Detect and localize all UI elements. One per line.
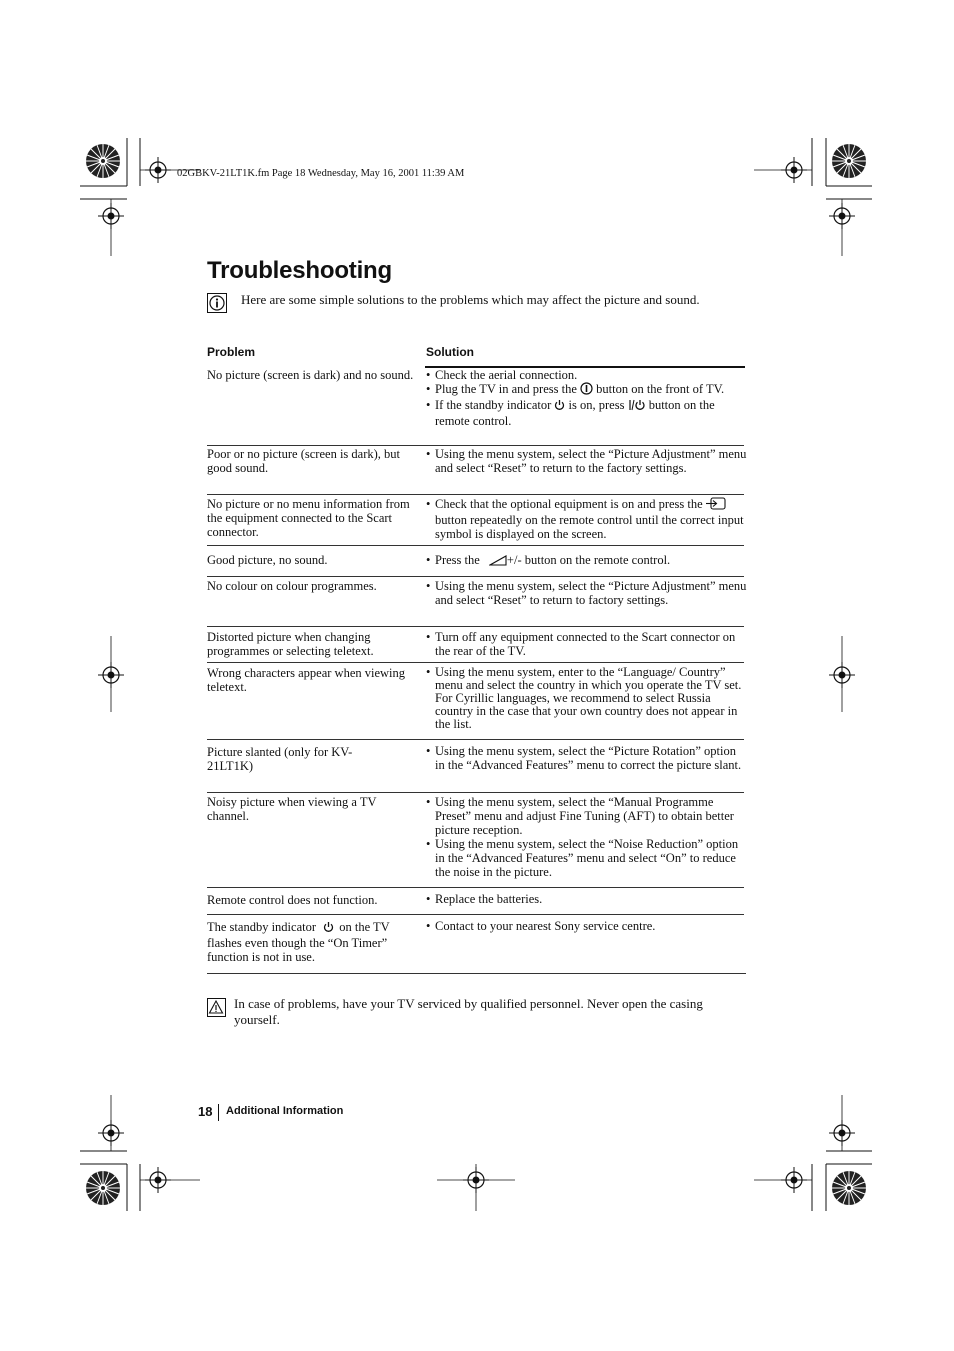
standby-icon (323, 921, 334, 936)
table-row-solution (426, 892, 748, 906)
row-divider (207, 576, 744, 577)
section-name: Additional Information (226, 1105, 344, 1117)
starburst-target-icon (86, 144, 120, 178)
row-divider (207, 445, 744, 446)
row-divider (207, 662, 744, 663)
solution-item: • Contact to your nearest Sony service centre. (426, 919, 748, 933)
power-button-icon (580, 382, 593, 398)
table-row-problem: No colour on colour programmes. (207, 579, 377, 593)
table-row-problem: The standby indicator on the TV flashes even though the “On Timer” function is not in use. (207, 920, 390, 964)
solution-item: • Using the menu system, select the “Picture Adjustment” menu and select “Reset” to return to the factory settings. (426, 447, 748, 475)
page-title: Troubleshooting (207, 257, 392, 284)
input-select-icon (706, 497, 726, 513)
row-divider (207, 545, 744, 546)
solution-item: • Plug the TV in and press the button on the front of TV. (426, 382, 748, 398)
row-divider (207, 914, 744, 915)
table-row-solution (426, 579, 748, 607)
column-header-solution: Solution (426, 345, 474, 359)
column-header-problem: Problem (207, 345, 256, 359)
table-row-problem: Wrong characters appear when viewing teletext. (207, 666, 406, 694)
table-row-solution (426, 744, 748, 772)
solution-item: • Using the menu system, select the “Picture Adjustment” menu and select “Reset” to return to factory settings. (426, 579, 748, 607)
registration-mark-icon (98, 662, 124, 688)
row-divider (207, 626, 744, 627)
standby-icon (554, 399, 565, 414)
volume-icon (489, 555, 507, 569)
solution-item: • Using the menu system, select the “Manual Programme Preset” menu and adjust Fine Tuning (AFT) to obtain better picture reception. (426, 795, 748, 837)
row-divider (207, 792, 744, 793)
registration-mark-icon (98, 203, 124, 229)
table-row-solution (426, 919, 748, 933)
solution-item: • Replace the batteries. (426, 892, 748, 906)
row-divider (207, 739, 744, 740)
registration-mark-icon (98, 1120, 124, 1146)
footer-divider (218, 1104, 219, 1121)
starburst-target-icon (832, 144, 866, 178)
solution-item: • Check that the optional equipment is on and press the button repeatedly on the remote control until the correct input symbol is displayed on the screen. (426, 497, 748, 541)
file-info-header: 02GBKV-21LT1K.fm Page 18 Wednesday, May 16, 2001 11:39 AM (177, 168, 465, 179)
solution-item: • Turn off any equipment connected to the Scart connector on the rear of the TV. (426, 630, 748, 658)
starburst-target-icon (832, 1171, 866, 1205)
registration-mark-icon (781, 1167, 807, 1193)
standby-toggle-icon (628, 399, 646, 414)
table-row-problem: No picture (screen is dark) and no sound. (207, 368, 414, 382)
row-divider (207, 887, 744, 888)
registration-mark-icon (829, 662, 855, 688)
solution-item: • Using the menu system, select the “Picture Rotation” option in the “Advanced Features” menu to correct the picture slant. (426, 744, 748, 772)
solution-item: • Check the aerial connection. (426, 368, 748, 382)
row-divider (207, 494, 744, 495)
warning-icon (207, 998, 226, 1017)
table-row-solution (426, 666, 748, 731)
starburst-target-icon (86, 1171, 120, 1205)
registration-mark-icon (463, 1167, 489, 1193)
solution-item: • Using the menu system, select the “Noise Reduction” option in the “Advanced Features” menu and select “On” to reduce the noise in the picture. (426, 837, 748, 879)
table-row-solution (426, 497, 748, 541)
registration-mark-icon (145, 157, 171, 183)
table-row-problem: Remote control does not function. (207, 893, 378, 907)
warning-text: In case of problems, have your TV serviced by qualified personnel. Never open the casing yourself. (234, 996, 703, 1027)
table-row-solution (426, 630, 748, 658)
solution-item: • If the standby indicator is on, press button on the remote control. (426, 398, 748, 428)
registration-mark-icon (829, 203, 855, 229)
table-row-solution (426, 795, 748, 879)
page-number: 18 (198, 1104, 213, 1119)
table-row-problem: No picture or no menu information from the equipment connected to the Scart connector. (207, 497, 410, 539)
table-row-problem: Poor or no picture (screen is dark), but good sound. (207, 447, 400, 475)
registration-mark-icon (145, 1167, 171, 1193)
intro-text: Here are some simple solutions to the problems which may affect the picture and sound. (241, 292, 700, 307)
solution-item: • Using the menu system, enter to the “Language/ Country” menu and select the country in which you operate the TV set. For Cyrillic languages, we recommend to select Russia country in the case that your own country does not appear in the list. (426, 666, 748, 731)
table-row-problem: Good picture, no sound. (207, 553, 328, 567)
solution-item: • Press the +/- button on the remote control. (426, 553, 748, 569)
table-row-problem: Noisy picture when viewing a TV channel. (207, 795, 377, 823)
table-row-problem: Distorted picture when changing programmes or selecting teletext. (207, 630, 374, 658)
table-row-solution (426, 368, 748, 428)
info-icon (207, 293, 227, 313)
registration-mark-icon (781, 157, 807, 183)
table-bottom-rule (207, 973, 746, 974)
table-row-solution (426, 447, 748, 475)
table-row-problem: Picture slanted (only for KV-21LT1K) (207, 745, 353, 773)
registration-mark-icon (829, 1120, 855, 1146)
table-row-solution (426, 553, 748, 569)
